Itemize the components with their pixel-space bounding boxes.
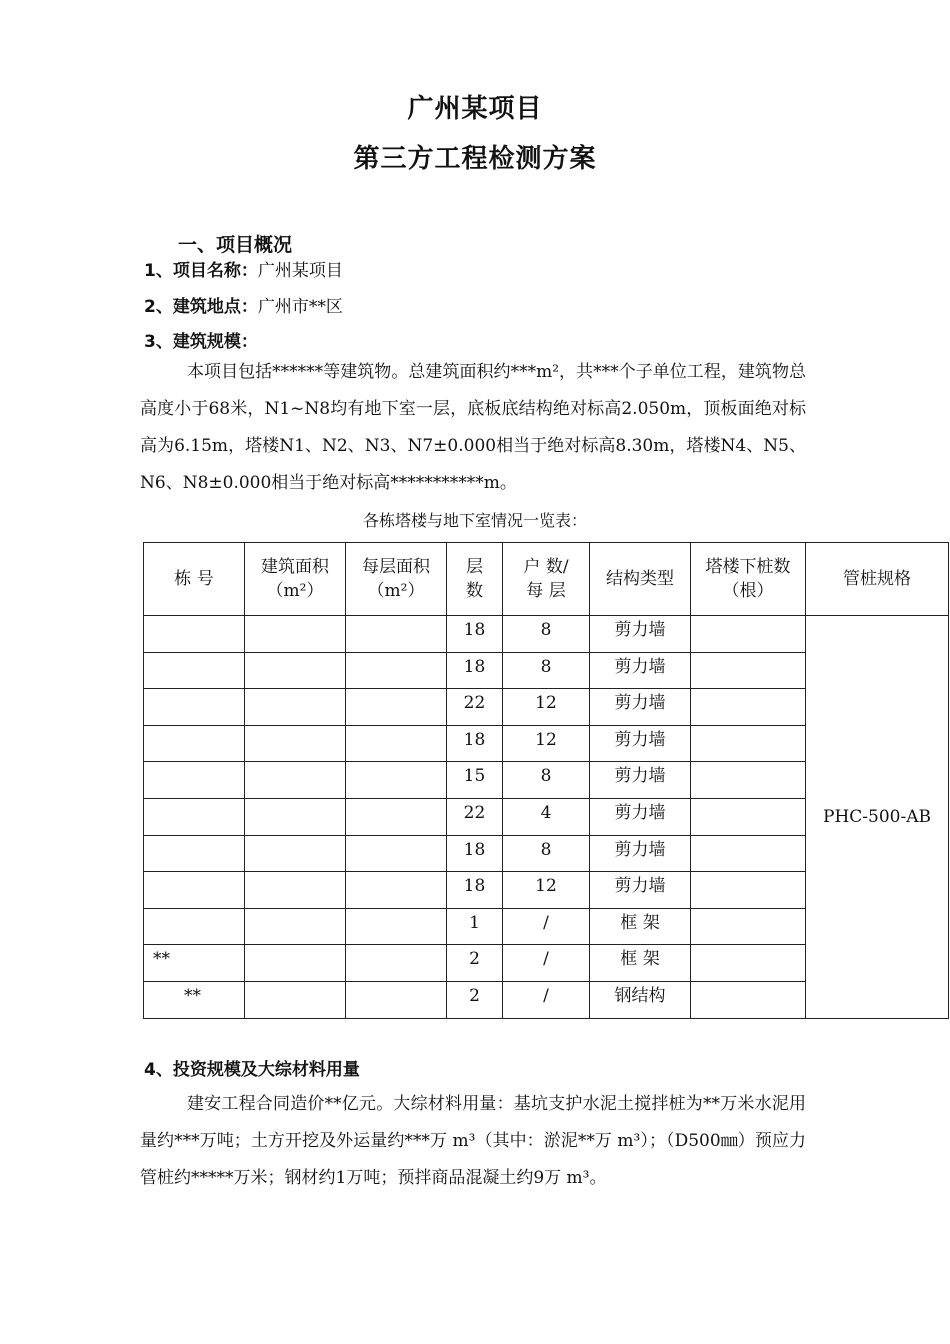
cell-floors: 18 (447, 652, 503, 689)
investment-paragraph: 建安工程合同造价**亿元。大综材料用量：基坑支护水泥土搅拌桩为**万米水泥用量约***万吨；土方开挖及外运量约***万 m³（其中：淤泥**万 m³）；（D500㎜）预应力管桩约*****万米；钢材约1万吨；预拌商品混凝土约9万 m³。 (140, 1094, 806, 1188)
cell-units: 8 (503, 652, 590, 689)
cell-name (144, 872, 245, 909)
cell-piles (691, 689, 806, 726)
table-header-row (144, 543, 949, 616)
cell-floor-area (346, 798, 447, 835)
cell-floors: 2 (447, 945, 503, 982)
cell-units: / (503, 908, 590, 945)
cell-structure: 剪力墙 (590, 725, 691, 762)
cell-piles (691, 835, 806, 872)
table-row (144, 616, 949, 653)
cell-floor-area (346, 945, 447, 982)
cell-units: 8 (503, 762, 590, 799)
cell-area (245, 725, 346, 762)
header-building-no: 栋 号 (144, 543, 245, 616)
cell-name (144, 908, 245, 945)
cell-floor-area (346, 908, 447, 945)
cell-floor-area (346, 762, 447, 799)
cell-piles (691, 762, 806, 799)
project-location-value: 广州市**区 (257, 297, 343, 317)
cell-piles (691, 872, 806, 909)
cell-piles (691, 981, 806, 1018)
cell-floors: 18 (447, 616, 503, 653)
cell-units: 8 (503, 835, 590, 872)
cell-name: ** (144, 945, 245, 982)
cell-floors: 18 (447, 872, 503, 909)
cell-units: / (503, 945, 590, 982)
cell-piles (691, 798, 806, 835)
cell-structure: 剪力墙 (590, 872, 691, 909)
cell-name: ** (144, 981, 245, 1018)
page-title: 广州某项目 (407, 94, 543, 124)
cell-floors: 22 (447, 798, 503, 835)
header-pile-count: 塔楼下桩数 （根） (691, 543, 806, 616)
cell-area (245, 945, 346, 982)
project-name-label: 1、项目名称： (144, 261, 258, 281)
cell-floor-area (346, 725, 447, 762)
cell-name (144, 725, 245, 762)
scale-paragraph: 本项目包括******等建筑物。总建筑面积约***m²，共***个子单位工程，建筑物总高度小于68米，N1~N8均有地下室一层，底板底结构绝对标高2.050m，顶板面绝对标高为6.15m，塔楼N1、N2、N3、N7±0.000相当于绝对标高8.30m，塔楼N4、N5、N6、N8±0.000相当于绝对标高***********m。 (140, 362, 806, 493)
cell-floor-area (346, 872, 447, 909)
cell-floors: 1 (447, 908, 503, 945)
cell-floors: 18 (447, 835, 503, 872)
header-pile-spec: 管桩规格 (806, 543, 949, 616)
cell-units: / (503, 981, 590, 1018)
cell-area (245, 652, 346, 689)
cell-structure: 剪力墙 (590, 616, 691, 653)
page-subtitle: 第三方工程检测方案 (353, 144, 597, 174)
header-building-area: 建筑面积 （m²） (245, 543, 346, 616)
cell-floors: 15 (447, 762, 503, 799)
cell-structure: 剪力墙 (590, 652, 691, 689)
cell-floor-area (346, 616, 447, 653)
project-location-label: 2、建筑地点： (144, 297, 258, 317)
cell-name (144, 689, 245, 726)
cell-piles (691, 652, 806, 689)
header-structure-type: 结构类型 (590, 543, 691, 616)
cell-area (245, 872, 346, 909)
cell-floors: 2 (447, 981, 503, 1018)
cell-name (144, 762, 245, 799)
cell-structure: 框 架 (590, 945, 691, 982)
cell-structure: 框 架 (590, 908, 691, 945)
cell-structure: 剪力墙 (590, 835, 691, 872)
cell-name (144, 835, 245, 872)
cell-units: 12 (503, 872, 590, 909)
cell-floor-area (346, 981, 447, 1018)
cell-area (245, 981, 346, 1018)
cell-piles (691, 725, 806, 762)
project-scale-label: 3、建筑规模： (144, 332, 258, 352)
cell-floor-area (346, 652, 447, 689)
project-scale-line (144, 327, 258, 352)
cell-name (144, 616, 245, 653)
cell-floor-area (346, 689, 447, 726)
cell-piles (691, 908, 806, 945)
table-caption: 各栋塔楼与地下室情况一览表： (362, 511, 587, 530)
cell-units: 4 (503, 798, 590, 835)
cell-name (144, 798, 245, 835)
cell-area (245, 908, 346, 945)
cell-units: 8 (503, 616, 590, 653)
cell-area (245, 689, 346, 726)
header-floors: 层 数 (447, 543, 503, 616)
header-units-per-floor: 户 数/ 每 层 (503, 543, 590, 616)
section-heading-investment: 4、投资规模及大综材料用量 (144, 1060, 360, 1080)
cell-area (245, 798, 346, 835)
cell-units: 12 (503, 689, 590, 726)
cell-area (245, 762, 346, 799)
section-heading-overview: 一、项目概况 (178, 234, 293, 256)
cell-area (245, 616, 346, 653)
cell-piles (691, 616, 806, 653)
cell-name (144, 652, 245, 689)
cell-floor-area (346, 835, 447, 872)
cell-structure: 剪力墙 (590, 762, 691, 799)
project-name-line (144, 256, 343, 281)
project-name-value: 广州某项目 (257, 261, 343, 281)
cell-structure: 钢结构 (590, 981, 691, 1018)
cell-units: 12 (503, 725, 590, 762)
project-location-line (144, 292, 343, 317)
building-table (143, 542, 949, 1019)
cell-area (245, 835, 346, 872)
cell-structure: 剪力墙 (590, 689, 691, 726)
cell-structure: 剪力墙 (590, 798, 691, 835)
cell-piles (691, 945, 806, 982)
header-floor-area: 每层面积 （m²） (346, 543, 447, 616)
cell-floors: 18 (447, 725, 503, 762)
cell-pile-spec: PHC-500-AB (806, 616, 949, 1019)
cell-floors: 22 (447, 689, 503, 726)
